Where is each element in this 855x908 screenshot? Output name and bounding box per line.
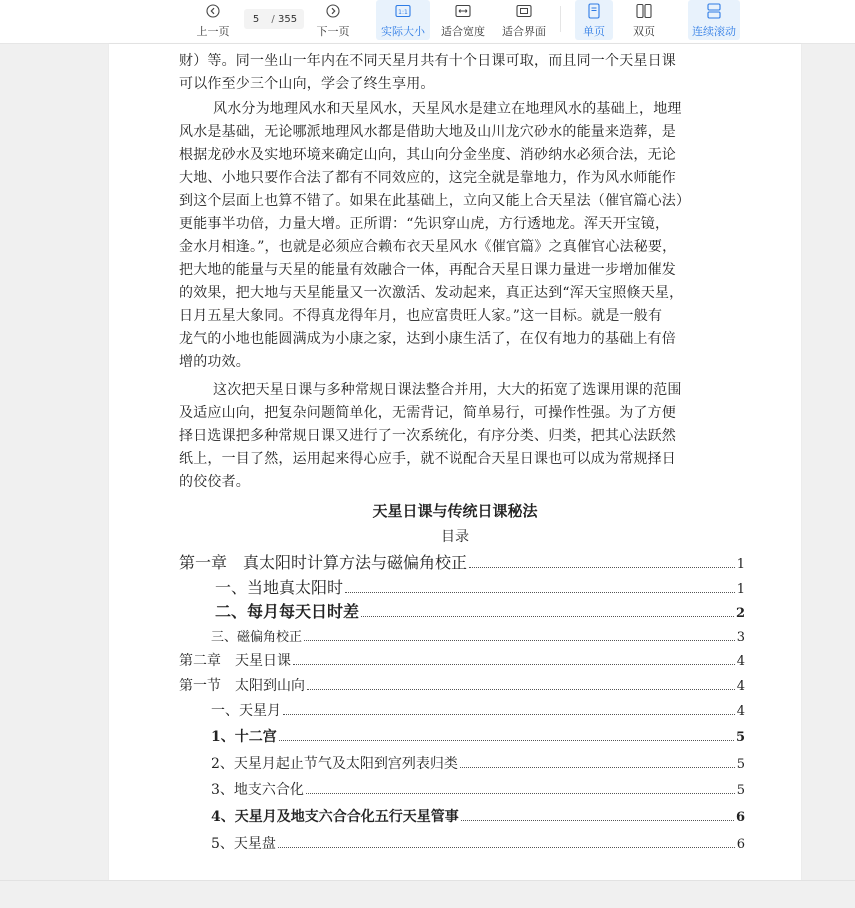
toc-entry-title: 3、地支六合化 bbox=[211, 782, 304, 798]
text-line: 财）等。同一坐山一年内在不同天星月共有十个日课可取，而且同一个天星日课 bbox=[179, 53, 676, 69]
svg-text:1:1: 1:1 bbox=[398, 9, 408, 16]
toc-entry[interactable] bbox=[179, 833, 745, 853]
toc-entry[interactable] bbox=[179, 575, 745, 598]
toc-entry-title: 一、天星月 bbox=[211, 703, 281, 719]
text-line: 金水月相逢。”，也就是必须应合赖布衣天星风水《催官篇》之真催官心法秘要， bbox=[179, 239, 677, 255]
section-title: 天星日课与传统日课秘法 bbox=[372, 502, 538, 520]
toc-entry[interactable] bbox=[179, 779, 745, 799]
page-indicator bbox=[244, 9, 304, 29]
toc-entry-page: 3 bbox=[736, 630, 745, 645]
toc-entry-title: 2、天星月起止节气及太阳到宫列表归类 bbox=[211, 756, 458, 772]
toc-entry-page: 1 bbox=[736, 557, 745, 572]
page-separator: / bbox=[271, 13, 275, 25]
text-line: 风水分为地理风水和天星风水，天星风水是建立在地理风水的基础上，地理 bbox=[213, 101, 682, 117]
text-line: 大地、小地只要作合法了都有不同效应的，这完全就是靠地力，作为风水师能作 bbox=[179, 170, 676, 186]
toc-leader bbox=[279, 740, 734, 741]
toolbar-divider bbox=[560, 6, 561, 32]
toc-entry-title: 4、天星月及地支六合合化五行天星管事 bbox=[211, 809, 459, 825]
toc-leader bbox=[361, 616, 734, 617]
single-page-icon bbox=[586, 3, 602, 19]
next-page-button[interactable] bbox=[313, 0, 353, 40]
toc-entry-title: 第二章 天星日课 bbox=[179, 653, 291, 669]
text-line: 日月五星大象同。不得真龙得年月，也应富贵旺人家。”这一目标。就是一般有 bbox=[179, 308, 663, 324]
total-pages: 355 bbox=[278, 13, 298, 25]
toc-entry-title: 一、当地真太阳时 bbox=[215, 578, 344, 597]
toc-entry[interactable] bbox=[179, 806, 745, 826]
continuous-scroll-icon bbox=[706, 3, 722, 19]
toc-entry[interactable] bbox=[179, 700, 745, 720]
toc-leader bbox=[461, 820, 734, 821]
toc-entry-title: 第一节 太阳到山向 bbox=[179, 678, 305, 694]
toc-entry-page: 2 bbox=[735, 606, 745, 621]
text-line: 的效果，把大地与天星能量又一次激活、发动起来，真正达到“浑天宝照倏天星， bbox=[179, 285, 684, 301]
prev-page-button[interactable] bbox=[193, 0, 233, 40]
toc-entry-page: 6 bbox=[736, 837, 745, 852]
single-page-button[interactable] bbox=[575, 0, 613, 40]
double-page-icon bbox=[636, 3, 652, 19]
document-page bbox=[109, 44, 801, 880]
actual-size-label: 实际大小 bbox=[381, 25, 425, 38]
double-page-label: 双页 bbox=[633, 25, 655, 38]
single-page-label: 单页 bbox=[583, 25, 605, 38]
text-line: 的佼佼者。 bbox=[179, 474, 250, 490]
text-line: 到这个层面上也算不错了。如果在此基础上，立向又能上合天星法（催官篇心法） bbox=[179, 193, 691, 209]
toc-leader bbox=[306, 793, 735, 794]
chevron-left-circle-icon bbox=[205, 3, 221, 19]
toc-entry[interactable] bbox=[179, 626, 745, 645]
text-line: 纸上，一目了然，运用起来得心应手，就不说配合天星日课也可以成为常规择日 bbox=[179, 451, 676, 467]
bottom-status-bar bbox=[0, 880, 855, 908]
toc-entry-page: 4 bbox=[736, 704, 745, 719]
next-page-label: 下一页 bbox=[316, 25, 350, 38]
toc-title: 目录 bbox=[441, 529, 469, 545]
toc-entry-page: 4 bbox=[736, 679, 745, 694]
toc-entry-title: 第一章 真太阳时计算方法与磁偏角校正 bbox=[179, 553, 468, 572]
continuous-scroll-label: 连续滚动 bbox=[692, 25, 736, 38]
text-line: 增的功效。 bbox=[179, 354, 250, 370]
toc-entry-title: 1、十二宫 bbox=[211, 729, 277, 745]
toc-leader bbox=[304, 640, 735, 641]
paragraph-1 bbox=[179, 50, 747, 96]
current-page-input[interactable]: 5 bbox=[252, 13, 260, 25]
toc-leader bbox=[469, 567, 735, 568]
toc-entry-page: 5 bbox=[736, 783, 745, 798]
paragraph-3 bbox=[179, 379, 747, 494]
toc-entry-page: 5 bbox=[736, 757, 745, 772]
toc-leader bbox=[283, 714, 735, 715]
fit-screen-button[interactable] bbox=[499, 0, 549, 40]
toc-leader bbox=[345, 592, 735, 593]
toc-entry-page: 4 bbox=[736, 654, 745, 669]
toc-leader bbox=[460, 767, 735, 768]
toc-entry-title: 二、每月每天日时差 bbox=[215, 602, 360, 621]
text-line: 更能事半功倍，力量大增。正所谓：“先识穿山虎，方行透地龙。浑天开宝镜， bbox=[179, 216, 670, 232]
double-page-button[interactable] bbox=[624, 0, 664, 40]
fit-screen-label: 适合界面 bbox=[502, 25, 546, 38]
viewer-toolbar bbox=[0, 0, 855, 44]
toc-leader bbox=[278, 847, 735, 848]
text-line: 龙气的小地也能圆满成为小康之家，达到小康生活了，在仅有地力的基础上有倍 bbox=[179, 331, 676, 347]
text-line: 风水是基础，无论哪派地理风水都是借助大地及山川龙穴砂水的能量来造葬，是 bbox=[179, 124, 676, 140]
fit-width-label: 适合宽度 bbox=[441, 25, 485, 38]
toc-entry[interactable] bbox=[179, 675, 745, 695]
toc-entry[interactable] bbox=[179, 650, 745, 670]
toc-entry[interactable] bbox=[179, 550, 745, 573]
toc-entry[interactable] bbox=[179, 753, 745, 773]
toc-leader bbox=[307, 689, 735, 690]
paragraph-2 bbox=[179, 98, 747, 374]
fit-width-icon bbox=[455, 3, 471, 19]
toc-entry[interactable] bbox=[179, 599, 745, 622]
text-line: 择日选课把多种常规日课又进行了一次系统化，有序分类、归类，把其心法跃然 bbox=[179, 428, 676, 444]
actual-size-button[interactable] bbox=[376, 0, 430, 40]
fit-width-button[interactable] bbox=[438, 0, 488, 40]
fit-screen-icon bbox=[516, 3, 532, 19]
toc-entry-page: 6 bbox=[735, 810, 745, 825]
continuous-scroll-button[interactable] bbox=[688, 0, 740, 40]
prev-page-label: 上一页 bbox=[196, 25, 230, 38]
chevron-right-circle-icon bbox=[325, 3, 341, 19]
actual-size-icon bbox=[395, 3, 411, 19]
toc-entry-page: 1 bbox=[736, 582, 745, 597]
text-line: 根据龙砂水及实地环境来确定山向，其山向分金坐度、消砂纳水必须合法，无论 bbox=[179, 147, 676, 163]
toc-entry-title: 三、磁偏角校正 bbox=[211, 630, 303, 645]
text-line: 这次把天星日课与多种常规日课法整合并用，大大的拓宽了选课用课的范围 bbox=[213, 382, 682, 398]
toc-entry[interactable] bbox=[179, 726, 745, 746]
toc-leader bbox=[293, 664, 735, 665]
text-line: 及适应山向，把复杂问题简单化，无需背记，简单易行，可操作性强。为了方便 bbox=[179, 405, 676, 421]
toc-entry-title: 5、天星盘 bbox=[211, 836, 276, 852]
toc-entry-page: 5 bbox=[735, 730, 745, 745]
text-line: 把大地的能量与天星的能量有效融合一体，再配合天星日课力量进一步增加催发 bbox=[179, 262, 676, 278]
text-line: 可以作至少三个山向，学会了终生享用。 bbox=[179, 76, 435, 92]
